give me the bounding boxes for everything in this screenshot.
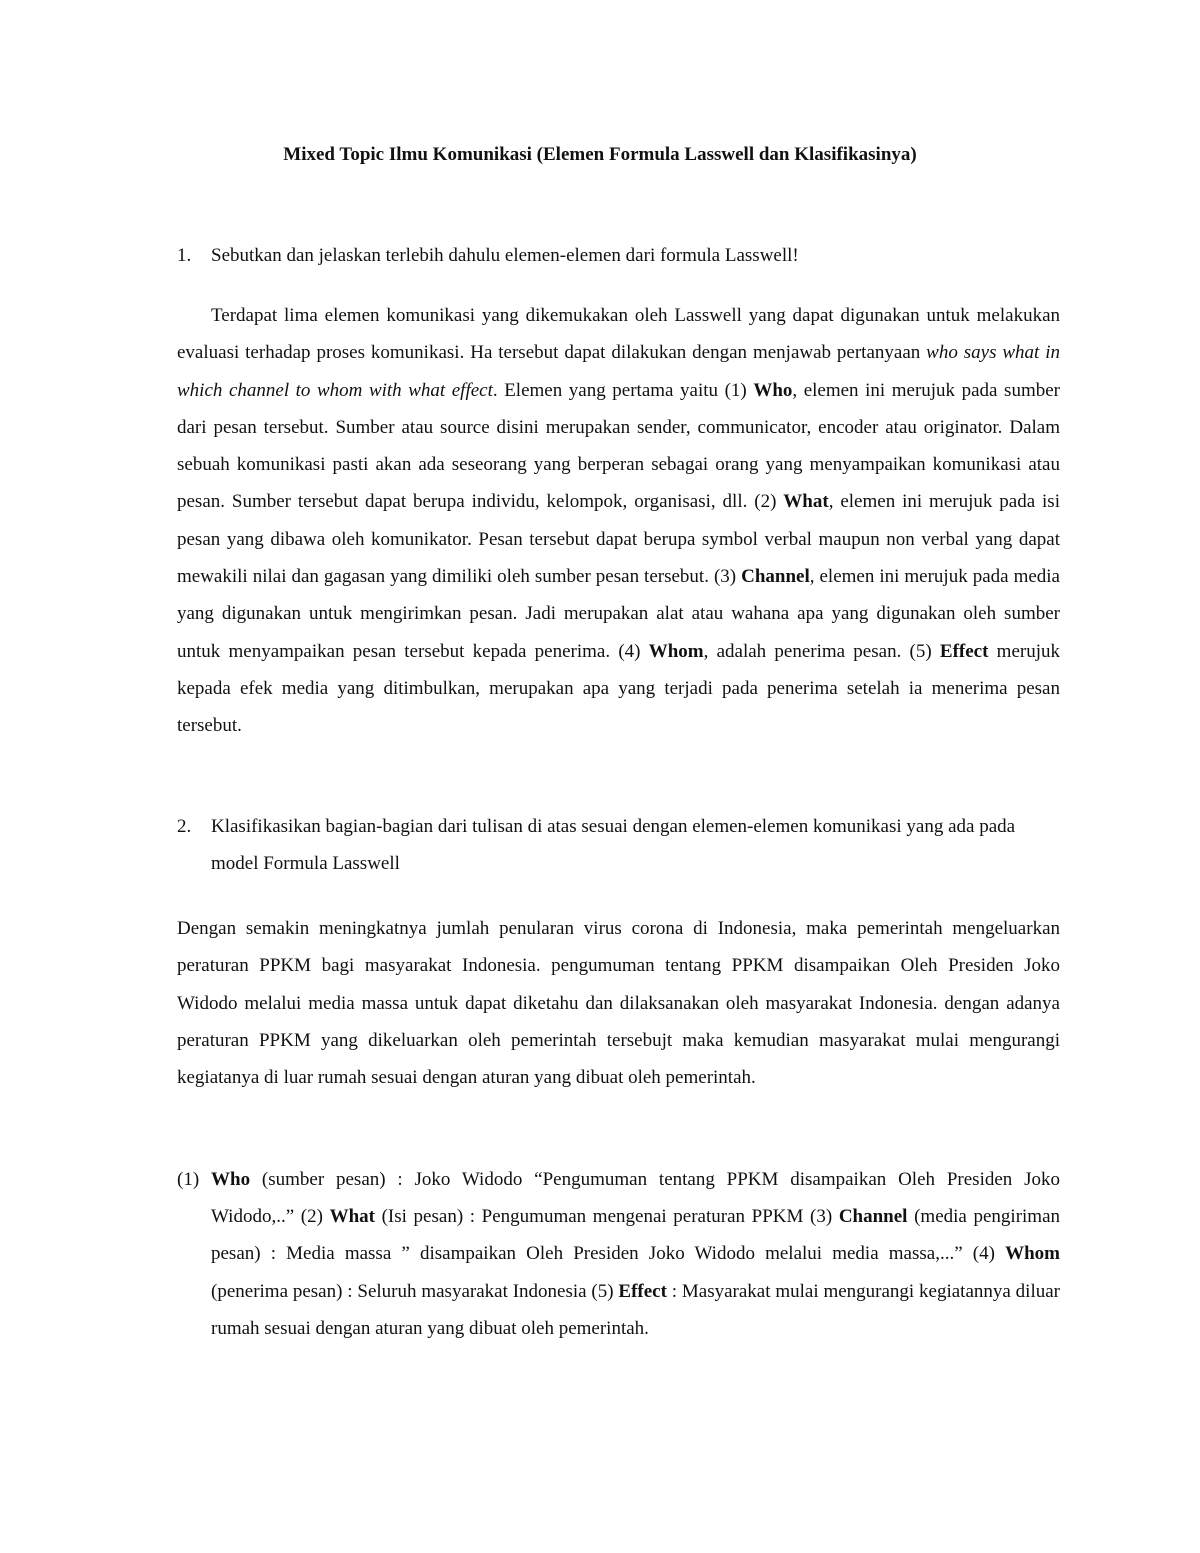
question-1-number: 1. bbox=[177, 245, 192, 266]
answer-1-what: What bbox=[783, 491, 829, 513]
case-passage: Dengan semakin meningkatnya jumlah penularan virus corona di Indonesia, maka pemerintah mengeluarkan peraturan PPKM bagi masyarakat Indonesia. pengumuman tentang PPKM disampaikan Oleh Presiden Joko Widodo melalui media massa untuk dapat diketahu dan dilaksanakan oleh masyarakat Indonesia. dengan adanya peraturan PPKM yang dikeluarkan oleh pemerintah tersebujt maka kemudian masyarakat mulai mengurangi kegiatanya di luar rumah sesuai dengan aturan yang dibuat oleh pemerintah. bbox=[177, 918, 1060, 1089]
answer-1-text-6: , adalah penerima pesan. (5) bbox=[703, 640, 940, 662]
answer-2-text-5: : Masyarakat mulai mengurangi kegiatannya diluar rumah sesuai dengan aturan yang dibuat oleh pemerintah. bbox=[211, 1280, 1060, 1339]
answer-2-channel: Channel bbox=[838, 1206, 908, 1228]
answer-1-text-2: . Elemen yang pertama yaitu (1) bbox=[492, 379, 754, 401]
answer-1-effect: Effect bbox=[939, 640, 989, 662]
answer-2-whom: Whom bbox=[1005, 1243, 1060, 1265]
answer-1-text-3: , elemen ini merujuk pada sumber dari pesan tersebut. Sumber atau source disini merupakan sender, communicator, encoder atau originator. Dalam sebuah komunikasi pasti akan ada seseorang yang berperan sebagai orang yang menyampaikan komunikasi atau pesan. Sumber tersebut dapat berupa individu, kelompok, organisasi, dll. (2) bbox=[177, 379, 1060, 513]
answer-1-who: Who bbox=[753, 379, 793, 401]
answer-1-italic-question: who says what in which channel to whom with what effect bbox=[177, 342, 1060, 401]
answer-2-body bbox=[177, 1161, 1060, 1347]
answer-1-text-4: , elemen ini merujuk pada isi pesan yang dibawa oleh komunikator. Pesan tersebut dapat berupa symbol verbal maupun non verbal yang dapat mewakili nilai dan gagasan yang dimiliki oleh sumber pesan tersebut. (3) bbox=[177, 491, 1060, 588]
answer-2-text-2: (Isi pesan) : Pengumuman mengenai peraturan PPKM (3) bbox=[374, 1206, 839, 1228]
question-2-number: 2. bbox=[177, 816, 192, 837]
answer-1-paragraph bbox=[177, 297, 1060, 745]
question-2-text: Klasifikasikan bagian-bagian dari tulisan di atas sesuai dengan elemen-elemen komunikasi yang ada pada model Formula Lasswell bbox=[211, 816, 1016, 874]
answer-2-text-3: (media pengiriman pesan) : Media massa ” disampaikan Oleh Presiden Joko Widodo melalui media massa,...” (4) bbox=[211, 1206, 1061, 1265]
question-2 bbox=[177, 808, 1057, 882]
answer-2-number: (1) bbox=[177, 1169, 200, 1190]
answer-2-text-4: (penerima pesan) : Seluruh masyarakat Indonesia (5) bbox=[211, 1280, 619, 1302]
answer-1-whom: Whom bbox=[648, 640, 704, 662]
answer-2-effect: Effect bbox=[618, 1280, 667, 1302]
answer-1-text-5: , elemen ini merujuk pada media yang digunakan untuk mengirimkan pesan. Jadi merupakan alat atau wahana apa yang digunakan oleh sumber untuk menyampaikan pesan tersebut kepada penerima. (4) bbox=[177, 566, 1060, 662]
answer-2-list bbox=[177, 1161, 1060, 1347]
answer-2-text-1: (sumber pesan) : Joko Widodo “Pengumuman tentang PPKM disampaikan Oleh Presiden Joko Widodo,..” (2) bbox=[211, 1169, 1060, 1228]
question-1-text: Sebutkan dan jelaskan terlebih dahulu elemen-elemen dari formula Lasswell! bbox=[211, 245, 799, 266]
answer-1-text-7: merujuk kepada efek media yang ditimbulkan, merupakan apa yang terjadi pada penerima setelah ia menerima pesan tersebut. bbox=[177, 640, 1060, 737]
answer-1-text-1: Terdapat lima elemen komunikasi yang dikemukakan oleh Lasswell yang dapat digunakan untuk melakukan evaluasi terhadap proses komunikasi. Ha tersebut dapat dilakukan dengan menjawab pertanyaan bbox=[177, 305, 1060, 364]
document-title: Mixed Topic Ilmu Komunikasi (Elemen Formula Lasswell dan Klasifikasinya) bbox=[283, 144, 917, 165]
question-1 bbox=[177, 237, 1057, 274]
answer-2-who: Who bbox=[211, 1169, 251, 1190]
answer-2-what: What bbox=[329, 1206, 375, 1228]
answer-1-channel: Channel bbox=[741, 566, 810, 588]
